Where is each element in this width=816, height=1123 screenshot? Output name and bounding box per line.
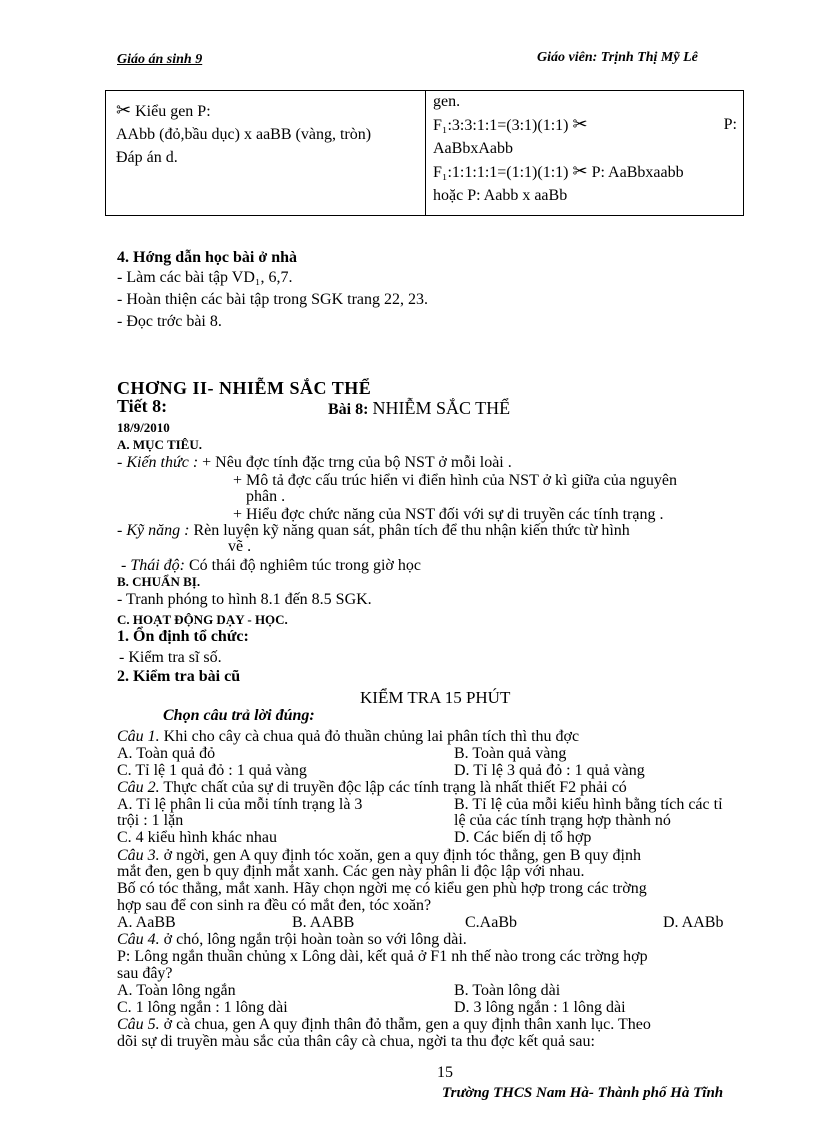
q1-option-a: A. Toàn quả đỏ	[117, 745, 216, 762]
cell-right-line4b: P: AaBbxaabb	[591, 164, 684, 181]
cell-left-line3: Đáp án d.	[116, 149, 178, 166]
skill-a: Rèn luyện kỹ năng quan sát, phân tích để thu nhận kiến thức từ hình	[193, 522, 630, 539]
scissors-icon: ✂	[572, 161, 588, 181]
q2-option-a-line2: trội : 1 lặn	[117, 812, 184, 829]
q1-option-c: C. Tỉ lệ 1 quả đỏ : 1 quả vàng	[117, 762, 307, 779]
activity-step-1-item: - Kiểm tra sĩ số.	[119, 649, 222, 666]
cell-right-line2a: F₁:3:3:1:1=(3:1)(1:1)	[433, 117, 569, 134]
q3-option-c: C.AaBb	[465, 914, 517, 931]
q5-line1: ở cà chua, gen A quy định thân đỏ thẫm, gen a quy định thân xanh lục. Theo	[163, 1016, 651, 1033]
attitude-text: Có thái độ nghiêm túc trong giờ học	[189, 557, 421, 574]
chapter-title: CHƠNG II- NHIỄM SẮC THỂ	[117, 378, 372, 398]
q5-line2: dõi sự di truyền màu sắc của thân cây cà chua, ngời ta thu đợc kết quả sau:	[117, 1033, 595, 1050]
cell-right-line5: hoặc P: Aabb x aaBb	[433, 187, 568, 204]
q2-text: Thực chất của sự di truyền độc lập các tính trạng là nhất thiết F2 phải có	[163, 779, 627, 796]
q4-text: ở chó, lông ngắn trội hoàn toàn so với lông dài.	[163, 931, 467, 948]
skill-b: vẽ .	[228, 538, 252, 555]
cell-right-line4a: F₁:1:1:1:1=(1:1)(1:1)	[433, 164, 569, 181]
prepare-heading: B. CHUẨN BỊ.	[117, 574, 201, 589]
skill-label: - Kỹ năng :	[117, 522, 190, 539]
q3-option-b: B. AABB	[292, 914, 355, 931]
q3-line1: ở ngời, gen A quy định tóc xoăn, gen a quy định tóc thẳng, gen B quy định	[163, 847, 641, 864]
table-cell-right	[433, 90, 737, 207]
q4-option-d: D. 3 lông ngắn : 1 lông dài	[454, 999, 626, 1016]
cell-right-line2b: P:	[723, 116, 737, 133]
footer-school: Trường THCS Nam Hà- Thành phố Hà Tĩnh	[442, 1085, 724, 1101]
guide-title: 4. Hớng dẫn học bài ở nhà	[117, 249, 297, 266]
q2-label: Câu 2.	[117, 779, 160, 796]
lesson-number: Tiết 8:	[117, 396, 168, 416]
answer-table	[105, 90, 744, 216]
knowledge-label: - Kiến thức :	[117, 454, 199, 471]
q3-label: Câu 3.	[117, 847, 160, 864]
lesson-label: Bài 8:	[328, 401, 369, 418]
q4-premise-line1: P: Lông ngắn thuần chủng x Lông dài, kết quả ở F1 nh thế nào trong các trờng hợp	[117, 948, 648, 965]
guide-item-2: - Hoàn thiện các bài tập trong SGK trang 22, 23.	[117, 291, 429, 308]
cell-left-line1: Kiểu gen P:	[135, 103, 211, 120]
knowledge-3: + Hiểu đợc chức năng của NST đối với sự di truyền các tính trạng .	[233, 506, 664, 523]
guide-item-3: - Đọc trớc bài 8.	[117, 313, 222, 330]
q3-line3: Bố có tóc thẳng, mắt xanh. Hãy chọn ngời mẹ có kiểu gen phù hợp trong các trờng	[117, 880, 647, 897]
q1-option-b: B. Toàn quả vàng	[454, 745, 567, 762]
table-cell-left	[116, 99, 371, 169]
cell-right-line3: AaBbxAabb	[433, 140, 513, 157]
knowledge-1: + Nêu đợc tính đặc trng của bộ NST ở mỗi loài .	[202, 454, 512, 471]
q1-text: Khi cho cây cà chua quả đỏ thuần chủng lai phân tích thì thu đợc	[163, 728, 580, 745]
cell-left-line2: AAbb (đỏ,bầu dục) x aaBB (vàng, tròn)	[116, 126, 372, 143]
q4-option-a: A. Toàn lông ngắn	[117, 982, 236, 999]
q4-option-b: B. Toàn lông dài	[454, 982, 561, 999]
guide-item-1: - Làm các bài tập VD₁, 6,7.	[117, 269, 293, 286]
q2-option-d: D. Các biến dị tổ hợp	[454, 829, 592, 846]
activity-step-1: 1. Ổn định tổ chức:	[117, 628, 249, 645]
q2-option-a-line1: A. Tỉ lệ phân li của mỗi tính trạng là 3	[117, 796, 363, 813]
q1-label: Câu 1.	[117, 728, 160, 745]
quiz-title: KIỂM TRA 15 PHÚT	[360, 688, 511, 707]
lesson-date: 18/9/2010	[117, 420, 170, 435]
q5-label: Câu 5.	[117, 1016, 160, 1033]
scissors-icon: ✂	[116, 100, 132, 120]
knowledge-2b: phân .	[246, 488, 286, 505]
q3-line4: hợp sau để con sinh ra đều có mắt đen, tóc xoăn?	[117, 897, 432, 914]
q3-option-a: A. AaBB	[117, 914, 176, 931]
q3-line2: mắt đen, gen b quy định mắt xanh. Các gen này phân li độc lập với nhau.	[117, 863, 585, 880]
prepare-item: - Tranh phóng to hình 8.1 đến 8.5 SGK.	[117, 591, 372, 608]
q1-option-d: D. Tỉ lệ 3 quả đỏ : 1 quả vàng	[454, 762, 645, 779]
q4-premise-line2: sau đây?	[117, 965, 173, 982]
activities-heading: C. HOẠT ĐỘNG DẠY - HỌC.	[117, 612, 288, 627]
header-left: Giáo án sinh 9	[117, 52, 203, 67]
q2-option-b-line1: B. Tỉ lệ của mỗi kiểu hình bằng tích các tỉ	[454, 796, 723, 813]
q4-option-c: C. 1 lông ngắn : 1 lông dài	[117, 999, 288, 1016]
table-divider	[425, 91, 426, 215]
header-right: Giáo viên: Trịnh Thị Mỹ Lê	[537, 50, 698, 65]
quiz-instruction: Chọn câu trả lời đúng:	[163, 707, 315, 724]
lesson-title: NHIỄM SẮC THỂ	[372, 398, 511, 418]
q2-option-b-line2: lệ của các tính trạng hợp thành nó	[454, 812, 671, 829]
objectives-heading: A. MỤC TIÊU.	[117, 437, 202, 452]
page-number: 15	[437, 1064, 453, 1081]
attitude-label: - Thái độ:	[121, 557, 185, 574]
activity-step-2: 2. Kiểm tra bài cũ	[117, 668, 241, 685]
scissors-icon: ✂	[572, 114, 588, 134]
knowledge-2a: + Mô tả đợc cấu trúc hiển vi điển hình của NST ở kì giữa của nguyên	[233, 472, 677, 489]
q2-option-c: C. 4 kiểu hình khác nhau	[117, 829, 277, 846]
q4-label: Câu 4.	[117, 931, 160, 948]
cell-right-line1: gen.	[433, 93, 461, 110]
q3-option-d: D. AABb	[663, 914, 724, 931]
